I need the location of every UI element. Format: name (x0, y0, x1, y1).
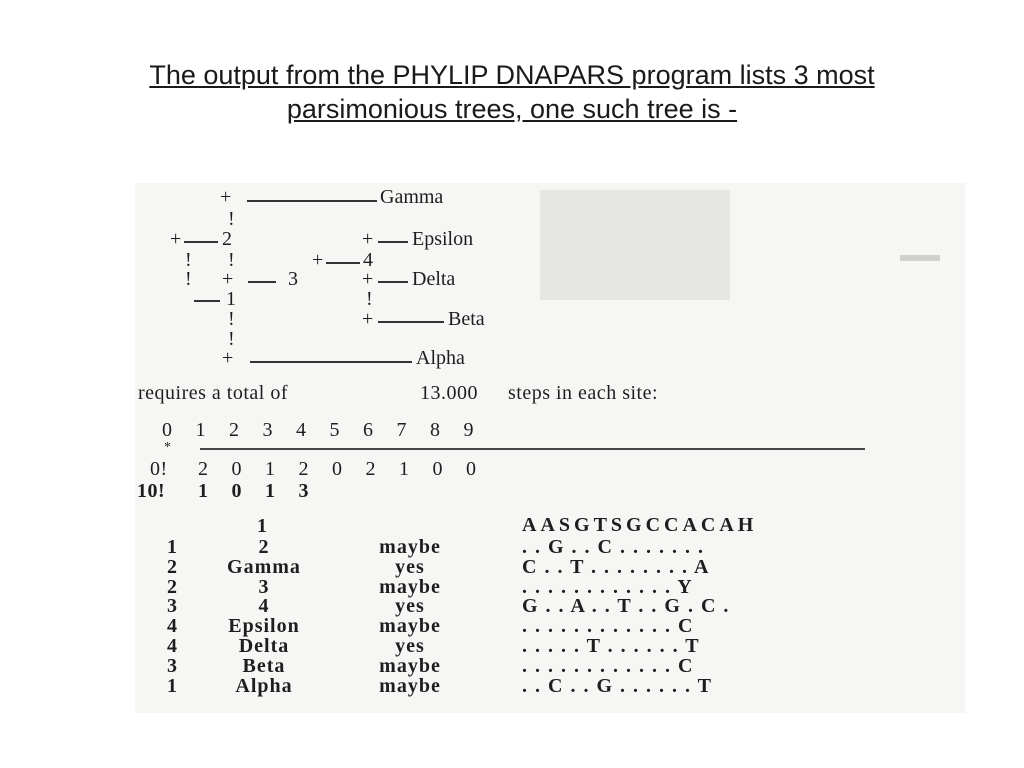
row-sequence: . . . . . . . . . . . . Y (522, 575, 694, 598)
tree-bang: ! (185, 249, 192, 271)
tree-branch (247, 200, 377, 202)
tree-plus: + (222, 347, 234, 369)
table-header-col2: 1 (257, 515, 268, 537)
tree-bang: ! (228, 249, 235, 271)
tree-branch (378, 321, 444, 323)
site-header: 0 1 2 3 4 5 6 7 8 9 (162, 419, 474, 441)
tree-branch (194, 300, 220, 302)
row-changes: yes (395, 555, 425, 578)
scan-smudge (540, 190, 730, 300)
row-to-node: Delta (238, 635, 290, 657)
row-sequence: . . G . . C . . . . . . . (522, 536, 705, 558)
row-to-node: 3 (258, 575, 270, 598)
row-from-node: 2 (167, 575, 178, 598)
node-4: 4 (363, 249, 373, 271)
node-1: 1 (226, 288, 236, 310)
table-header-seq: AASGTSGCCACAH (522, 514, 758, 536)
row-changes: maybe (379, 575, 441, 598)
row0-values: 2 0 1 2 0 2 1 0 0 (198, 458, 477, 480)
leaf-beta: Beta (448, 308, 485, 330)
row-to-node: 2 (258, 536, 270, 558)
row-changes: yes (395, 595, 425, 618)
tree-plus: + (312, 249, 324, 271)
row-to-node: Epsilon (228, 615, 300, 638)
row-sequence: C . . T . . . . . . . . A (522, 555, 710, 578)
tree-branch (326, 262, 360, 264)
row-to-node: Beta (242, 654, 286, 677)
site-divider (200, 448, 865, 450)
row0-label: 0! (150, 458, 168, 480)
leaf-gamma: Gamma (380, 186, 444, 208)
leaf-delta: Delta (412, 268, 456, 290)
tree-plus: + (170, 228, 182, 250)
tree-bang: ! (366, 288, 373, 310)
tree-plus: + (362, 308, 374, 330)
row-changes: maybe (379, 536, 441, 558)
row-changes: maybe (379, 654, 441, 677)
row10-label: 10! (137, 480, 166, 502)
row-sequence: . . . . . . . . . . . . C (522, 615, 694, 638)
tree-plus: + (220, 186, 232, 208)
row-from-node: 1 (167, 674, 178, 697)
steps-suffix: steps in each site: (508, 382, 659, 404)
row-from-node: 3 (167, 595, 178, 618)
leaf-epsilon: Epsilon (412, 228, 474, 250)
tree-bang: ! (185, 268, 192, 290)
site-star: * (164, 440, 172, 455)
row-from-node: 3 (167, 654, 178, 677)
row-to-node: Gamma (227, 555, 301, 578)
row-sequence: . . . . . . . . . . . . C (522, 654, 694, 677)
row-sequence: . . C . . G . . . . . . T (522, 674, 713, 697)
row-to-node: 4 (258, 595, 270, 618)
row-changes: maybe (379, 674, 441, 697)
row-sequence: . . . . . T . . . . . . T (522, 635, 701, 657)
row-from-node: 1 (167, 536, 178, 558)
scan-smudge (900, 255, 940, 261)
row-from-node: 4 (167, 635, 178, 657)
tree-bang: ! (228, 208, 235, 230)
node-2: 2 (222, 228, 232, 250)
row-from-node: 2 (167, 555, 178, 578)
tree-branch (250, 361, 412, 363)
steps-value: 13.000 (420, 382, 478, 404)
tree-branch (184, 241, 218, 243)
row-changes: maybe (379, 615, 441, 638)
tree-bang: ! (228, 308, 235, 330)
tree-plus: + (222, 268, 234, 290)
tree-branch (378, 281, 408, 283)
tree-plus: + (362, 228, 374, 250)
title-line-2: parsimonious trees, one such tree is - (286, 94, 738, 124)
steps-text: requires a total of (138, 382, 288, 404)
node-3: 3 (288, 268, 298, 290)
tree-branch (248, 281, 276, 283)
tree-bang: ! (228, 328, 235, 350)
slide-title (0, 58, 1024, 126)
leaf-alpha: Alpha (416, 347, 465, 369)
row10-values: 1 0 1 3 (198, 480, 309, 502)
tree-branch (378, 241, 408, 243)
row-from-node: 4 (167, 615, 178, 638)
title-line-1: The output from the PHYLIP DNAPARS program lists 3 most (149, 60, 875, 90)
tree-plus: + (362, 268, 374, 290)
row-changes: yes (395, 635, 425, 657)
row-to-node: Alpha (235, 674, 293, 697)
row-sequence: G . . A . . T . . G . C . (522, 595, 730, 618)
